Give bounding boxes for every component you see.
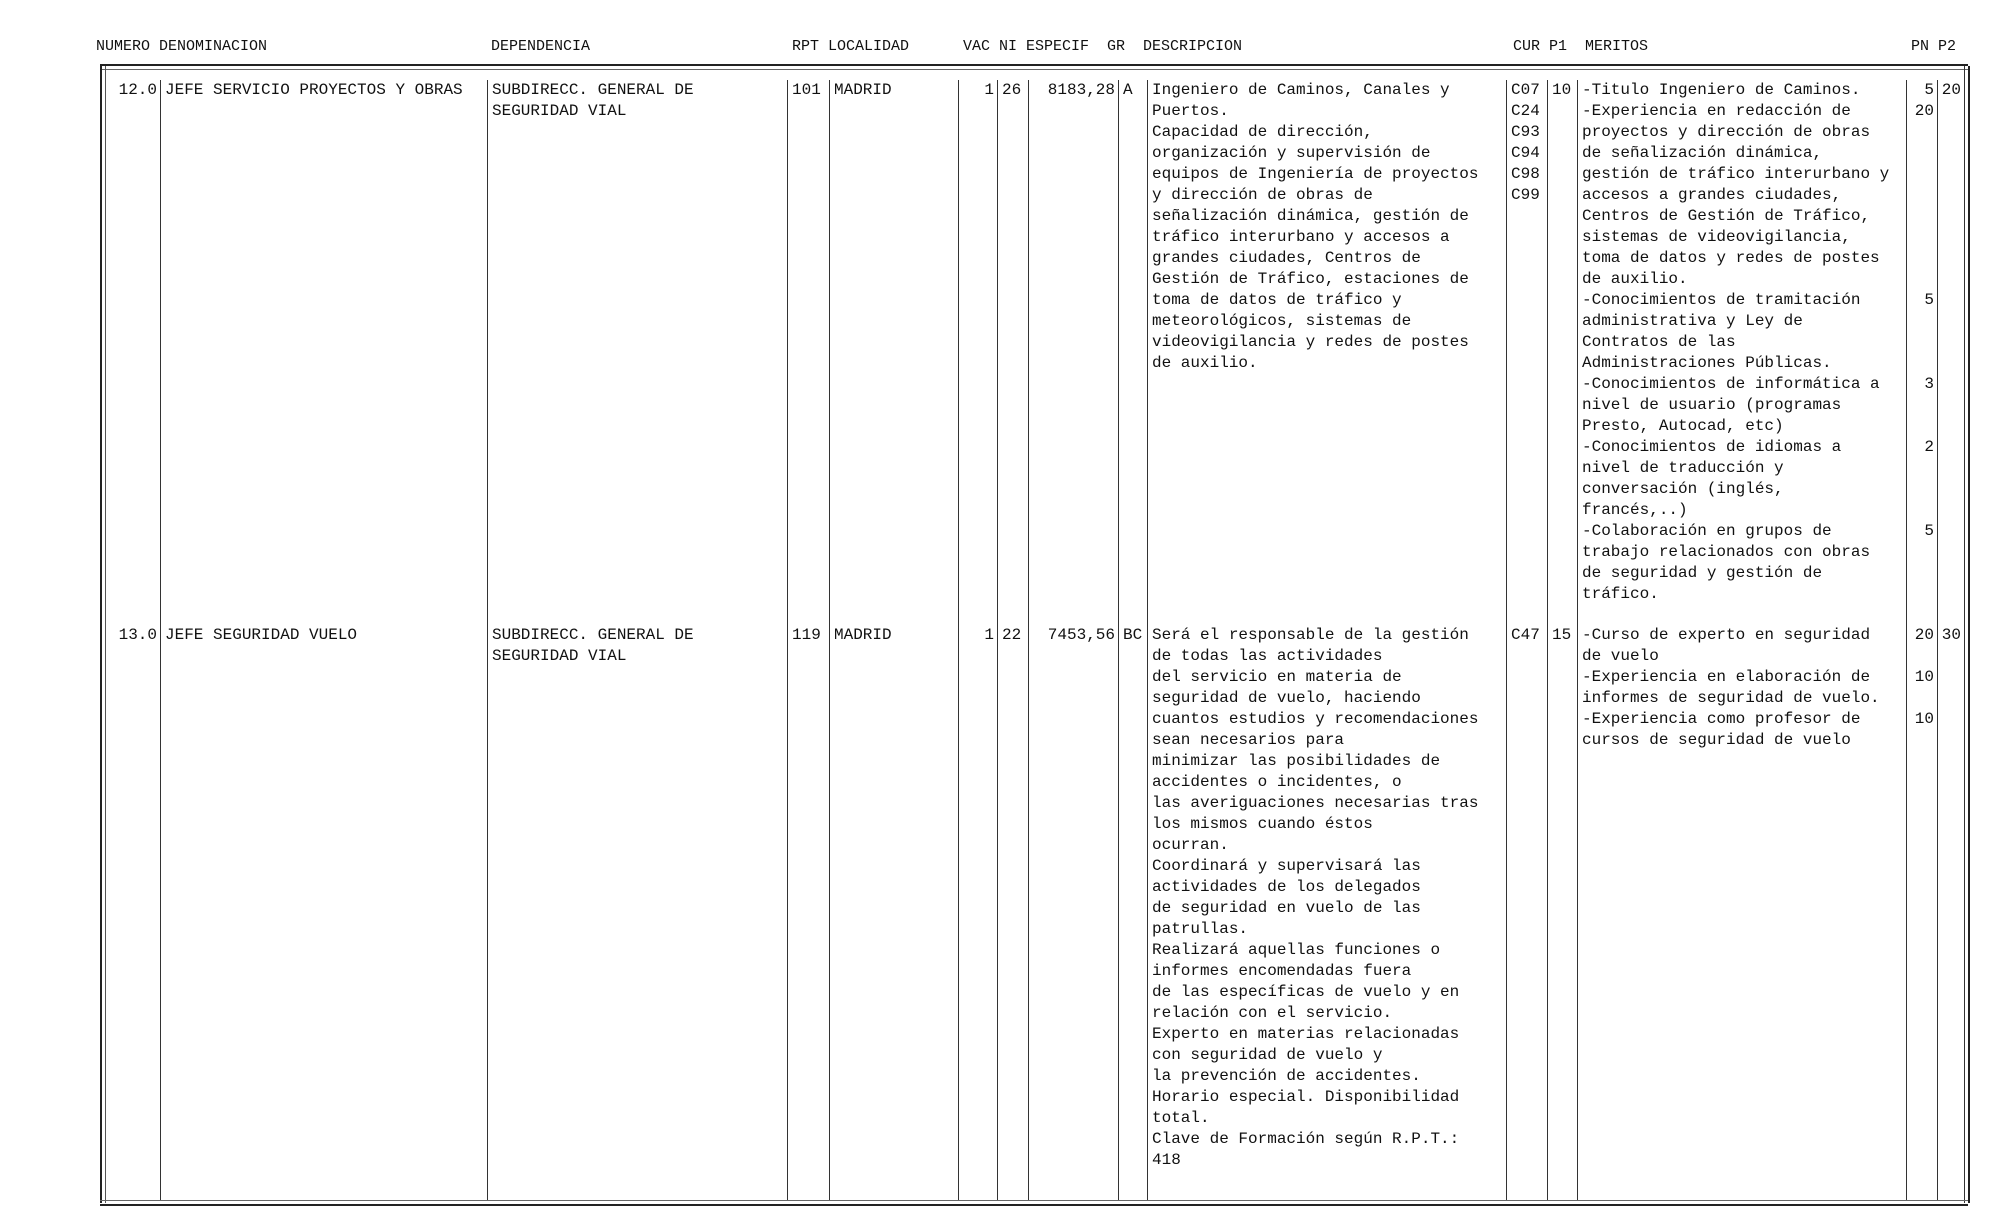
descripcion-line: ocurran. [1152,836,1229,854]
header-vac-ni-especif-gr-descripcion: VAC NI ESPECIF GR DESCRIPCION [963,38,1243,55]
descripcion-line: actividades de los delegados [1152,878,1421,896]
meritos-line: administrativa y Ley de [1582,312,1803,330]
descripcion-line: 418 [1152,1151,1181,1169]
meritos-line: -Experiencia en redacción de [1582,102,1851,120]
ni-line: 22 [1002,626,1022,644]
pn-line: 5 [1924,522,1934,540]
meritos-line: conversación (inglés, [1582,480,1784,498]
cell-vac [958,80,997,625]
header-numero-denominacion: NUMERO DENOMINACION [96,38,268,55]
cell-p1 [1547,80,1577,625]
pn-line [1907,353,1934,374]
pn-line [1907,206,1934,227]
cell-gr [1118,625,1147,1200]
descripcion-line: las averiguaciones necesarias tras [1152,794,1479,812]
pn-line: 2 [1924,438,1934,456]
dependencia-line: SUBDIRECC. GENERAL DE [492,626,694,644]
pn-line: 10 [1914,710,1934,728]
numero-line: 12.0 [118,81,157,99]
pn-line [1907,248,1934,269]
descripcion-line: Coordinará y supervisará las [1152,857,1421,875]
dependencia-line: SEGURIDAD VIAL [492,102,627,120]
descripcion-line: Puertos. [1152,102,1229,120]
descripcion-line: grandes ciudades, Centros de [1152,249,1421,267]
descripcion-line: del servicio en materia de [1152,668,1402,686]
descripcion-line: sean necesarios para [1152,731,1345,749]
header-pn-p2: PN P2 [1911,38,1957,55]
pn-line: 20 [1914,626,1934,644]
descripcion-line: Capacidad de dirección, [1152,123,1373,141]
cell-pn [1906,80,1937,625]
cur-line: C07 [1511,81,1540,99]
cell-meritos [1577,625,1906,1200]
meritos-line: de señalización dinámica, [1582,144,1823,162]
cell-dependencia [487,625,787,1200]
cur-line: C47 [1511,626,1540,644]
descripcion-line: minimizar las posibilidades de [1152,752,1441,770]
rpt-line: 119 [792,626,821,644]
localidad-line: MADRID [834,81,892,99]
p1-line: 15 [1552,626,1572,644]
meritos-line: -Colaboración en grupos de [1582,522,1832,540]
table-row [0,80,2000,625]
table-bottom-border [100,1200,1968,1206]
pn-line: 5 [1924,81,1934,99]
meritos-line: Centros de Gestión de Tráfico, [1582,207,1871,225]
meritos-line: de seguridad y gestión de [1582,564,1823,582]
cell-localidad [829,80,958,625]
denominacion-line: JEFE SERVICIO PROYECTOS Y OBRAS [165,81,463,99]
descripcion-line: videovigilancia y redes de postes [1152,333,1469,351]
especif-line: 8183,28 [1047,81,1115,99]
meritos-line: Administraciones Públicas. [1582,354,1832,372]
cell-p1 [1547,625,1577,1200]
cell-cur [1506,625,1547,1200]
descripcion-line: Ingeniero de Caminos, Canales y [1152,81,1450,99]
meritos-line: -Titulo Ingeniero de Caminos. [1582,81,1861,99]
meritos-line: de auxilio. [1582,270,1688,288]
p1-line: 10 [1552,81,1572,99]
meritos-line: proyectos y dirección de obras [1582,123,1871,141]
cell-descripcion [1147,625,1506,1200]
descripcion-line: organización y supervisión de [1152,144,1431,162]
descripcion-line: los mismos cuando éstos [1152,815,1373,833]
meritos-line: -Curso de experto en seguridad [1582,626,1871,644]
pn-line [1907,227,1934,248]
cell-especif [1028,625,1118,1200]
meritos-line: gestión de tráfico interurbano y [1582,165,1890,183]
cell-denominacion [160,80,487,625]
meritos-line: nivel de traducción y [1582,459,1784,477]
descripcion-line: seguridad de vuelo, haciendo [1152,689,1421,707]
cell-ni [997,625,1028,1200]
cur-line: C99 [1511,186,1540,204]
header-dependencia: DEPENDENCIA [491,38,591,55]
descripcion-line: con seguridad de vuelo y [1152,1046,1383,1064]
cur-line: C93 [1511,123,1540,141]
descripcion-line: tráfico interurbano y accesos a [1152,228,1450,246]
meritos-line: toma de datos y redes de postes [1582,249,1880,267]
pn-line: 10 [1914,668,1934,686]
descripcion-line: Será el responsable de la gestión [1152,626,1469,644]
descripcion-line: patrullas. [1152,920,1249,938]
descripcion-line: de las específicas de vuelo y en [1152,983,1460,1001]
descripcion-line: toma de datos de tráfico y [1152,291,1402,309]
descripcion-line: meteorológicos, sistemas de [1152,312,1412,330]
cell-dependencia [487,80,787,625]
meritos-line: nivel de usuario (programas [1582,396,1842,414]
meritos-line: -Conocimientos de idiomas a [1582,438,1842,456]
descripcion-line: Realizará aquellas funciones o [1152,941,1441,959]
pn-line [1907,646,1934,667]
meritos-line: cursos de seguridad de vuelo [1582,731,1851,749]
meritos-line: -Experiencia como profesor de [1582,710,1861,728]
cur-line: C24 [1511,102,1540,120]
meritos-line: -Conocimientos de tramitación [1582,291,1861,309]
meritos-line: informes de seguridad de vuelo. [1582,689,1880,707]
cell-rpt [787,80,829,625]
descripcion-line: Clave de Formación según R.P.T.: [1152,1130,1460,1148]
table-row [0,625,2000,1200]
rpt-line: 101 [792,81,821,99]
cell-cur [1506,80,1547,625]
descripcion-line: la prevención de accidentes. [1152,1067,1421,1085]
cell-descripcion [1147,80,1506,625]
descripcion-line: accidentes o incidentes, o [1152,773,1402,791]
dependencia-line: SUBDIRECC. GENERAL DE [492,81,694,99]
cell-vac [958,625,997,1200]
descripcion-line: total. [1152,1109,1210,1127]
ni-line: 26 [1002,81,1022,99]
meritos-line: tráfico. [1582,585,1659,603]
denominacion-line: JEFE SEGURIDAD VUELO [165,626,358,644]
localidad-line: MADRID [834,626,892,644]
pn-line [1907,122,1934,143]
vac-line: 1 [984,626,994,644]
pn-line [1907,269,1934,290]
cell-numero [104,625,160,1200]
cell-meritos [1577,80,1906,625]
descripcion-line: de auxilio. [1152,354,1258,372]
meritos-line: trabajo relacionados con obras [1582,543,1871,561]
descripcion-line: Gestión de Tráfico, estaciones de [1152,270,1469,288]
descripcion-line: cuantos estudios y recomendaciones [1152,710,1479,728]
descripcion-line: informes encomendadas fuera [1152,962,1412,980]
p2-line: 30 [1941,626,1961,644]
vac-line: 1 [984,81,994,99]
descripcion-line: equipos de Ingeniería de proyectos [1152,165,1479,183]
pn-line: 20 [1914,102,1934,120]
pn-line [1907,458,1934,479]
meritos-line: -Conocimientos de informática a [1582,375,1880,393]
cell-rpt [787,625,829,1200]
pn-line: 5 [1924,291,1934,309]
descripcion-line: de seguridad en vuelo de las [1152,899,1421,917]
dependencia-line: SEGURIDAD VIAL [492,647,627,665]
pn-line [1907,395,1934,416]
cur-line: C98 [1511,165,1540,183]
cell-pn [1906,625,1937,1200]
cell-p2 [1937,625,1964,1200]
cur-line: C94 [1511,144,1540,162]
header-cur-p1-meritos: CUR P1 MERITOS [1513,38,1649,55]
meritos-line: Contratos de las [1582,333,1736,351]
meritos-line: Presto, Autocad, etc) [1582,417,1784,435]
cell-ni [997,80,1028,625]
numero-line: 13.0 [118,626,157,644]
cell-especif [1028,80,1118,625]
meritos-line: -Experiencia en elaboración de [1582,668,1871,686]
meritos-line: de vuelo [1582,647,1659,665]
table-top-border [100,64,1968,70]
cell-denominacion [160,625,487,1200]
pn-line [1907,311,1934,332]
pn-line [1907,688,1934,709]
meritos-line: sistemas de videovigilancia, [1582,228,1851,246]
descripcion-line: relación con el servicio. [1152,1004,1393,1022]
descripcion-line: señalización dinámica, gestión de [1152,207,1469,225]
pn-line: 3 [1924,375,1934,393]
especif-line: 7453,56 [1047,626,1115,644]
descripcion-line: Experto en materias relacionadas [1152,1025,1460,1043]
pn-line [1907,164,1934,185]
meritos-line: accesos a grandes ciudades, [1582,186,1842,204]
pn-line [1907,185,1934,206]
pn-line [1907,479,1934,500]
meritos-line: francés,..) [1582,501,1688,519]
pn-line [1907,143,1934,164]
p2-line: 20 [1941,81,1961,99]
descripcion-line: y dirección de obras de [1152,186,1373,204]
header-rpt-localidad: RPT LOCALIDAD [792,38,910,55]
descripcion-line: Horario especial. Disponibilidad [1152,1088,1460,1106]
cell-gr [1118,80,1147,625]
cell-numero [104,80,160,625]
cell-localidad [829,625,958,1200]
cell-p2 [1937,80,1964,625]
descripcion-line: de todas las actividades [1152,647,1383,665]
pn-line [1907,332,1934,353]
pn-line [1907,416,1934,437]
pn-line [1907,500,1934,521]
gr-line: A [1123,81,1133,99]
gr-line: BC [1123,626,1143,644]
